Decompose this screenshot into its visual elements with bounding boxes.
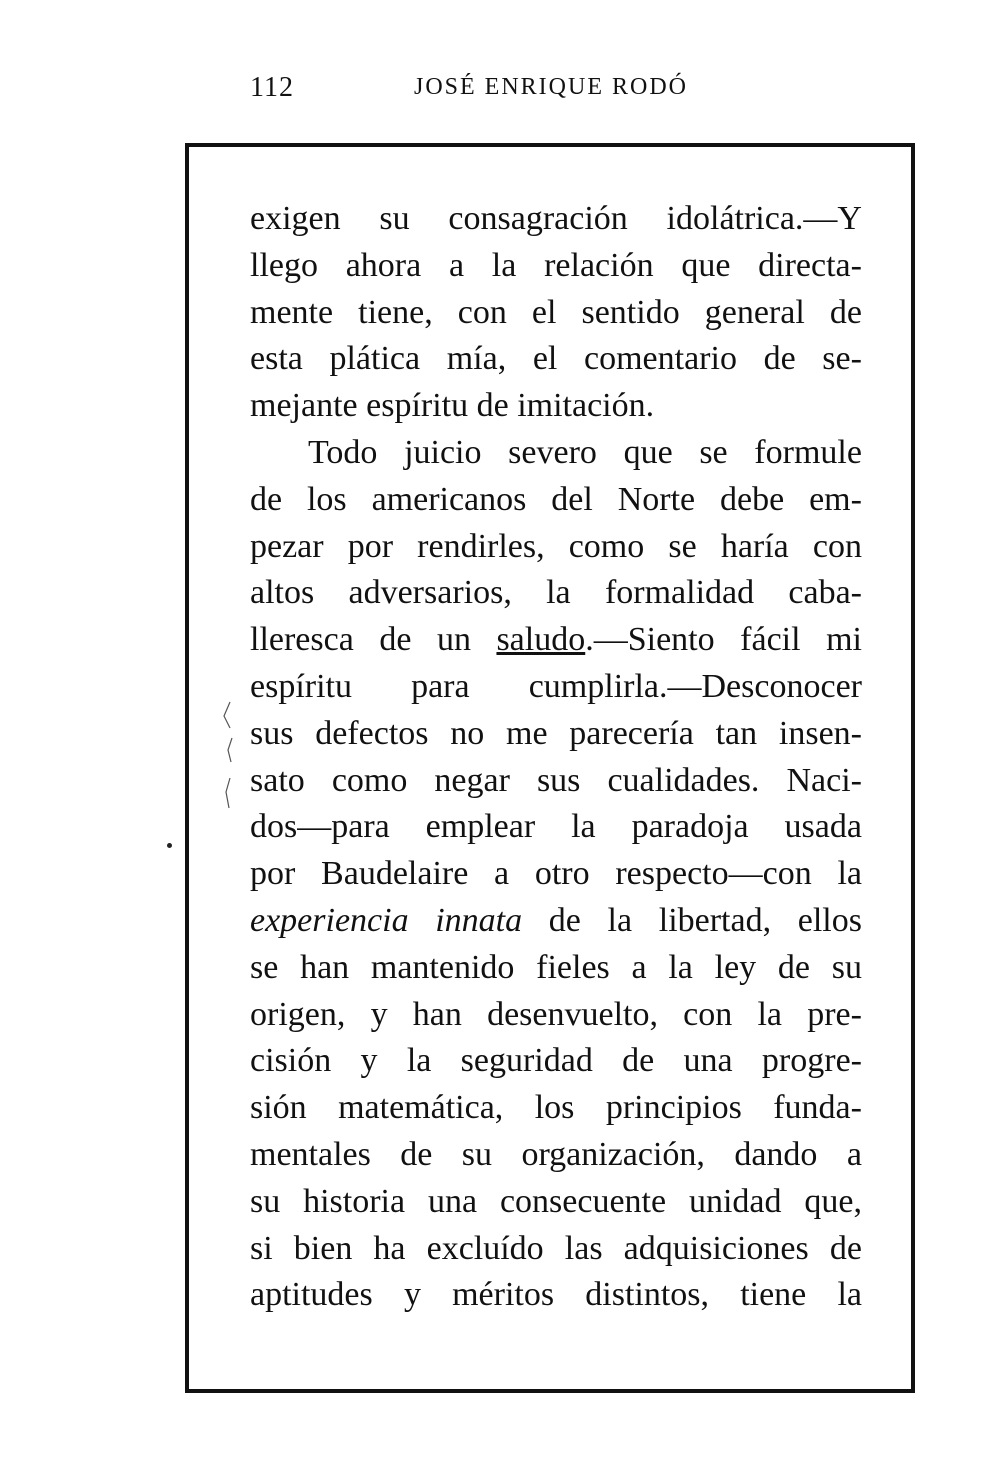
text-line: mentales de su organización, dando a <box>250 1135 862 1173</box>
margin-dot <box>167 843 172 848</box>
text-line: se han mantenido fieles a la ley de su <box>250 948 862 986</box>
running-head: JOSÉ ENRIQUE RODÓ <box>414 74 688 100</box>
text-line: origen, y han desenvuelto, con la pre- <box>250 995 862 1033</box>
text-line: Todo juicio severo que se formule <box>308 433 862 471</box>
text-line: de los americanos del Norte debe em- <box>250 480 862 518</box>
text-line: pezar por rendirles, como se haría con <box>250 527 862 565</box>
text-line: sión matemática, los principios funda- <box>250 1089 862 1127</box>
text-line: llego ahora a la relación que directa- <box>250 246 862 284</box>
text-line: sato como negar sus cualidades. Naci- <box>250 761 862 799</box>
text-line: altos adversarios, la formalidad caba- <box>250 574 862 612</box>
page-header <box>250 72 700 112</box>
text-line: dos—para emplear la paradoja usada <box>250 808 862 846</box>
text-line: experiencia innata de la libertad, ellos <box>250 901 862 939</box>
margin-pencil-mark <box>218 700 238 810</box>
text-line: si bien ha excluído las adquisiciones de <box>250 1229 862 1267</box>
text-line: mejante espíritu de imitación. <box>250 387 655 425</box>
text-line: lleresca de un saludo.—Siento fácil mi <box>250 621 862 659</box>
text-line: cisión y la seguridad de una progre- <box>250 1042 862 1080</box>
text-line: aptitudes y méritos distintos, tiene la <box>250 1276 862 1314</box>
text-line: su historia una consecuente unidad que, <box>250 1182 862 1220</box>
body-text <box>250 196 862 1319</box>
page-number: 112 <box>250 72 294 103</box>
text-line: sus defectos no me parecería tan insen- <box>250 714 862 752</box>
text-line: mente tiene, con el sentido general de <box>250 293 862 331</box>
text-line: esta plática mía, el comentario de se- <box>250 340 862 378</box>
text-line: espíritu para cumplirla.—Desconocer <box>250 667 862 705</box>
text-line: por Baudelaire a otro respecto—con la <box>250 855 862 893</box>
text-line: exigen su consagración idolátrica.—Y <box>250 200 862 237</box>
